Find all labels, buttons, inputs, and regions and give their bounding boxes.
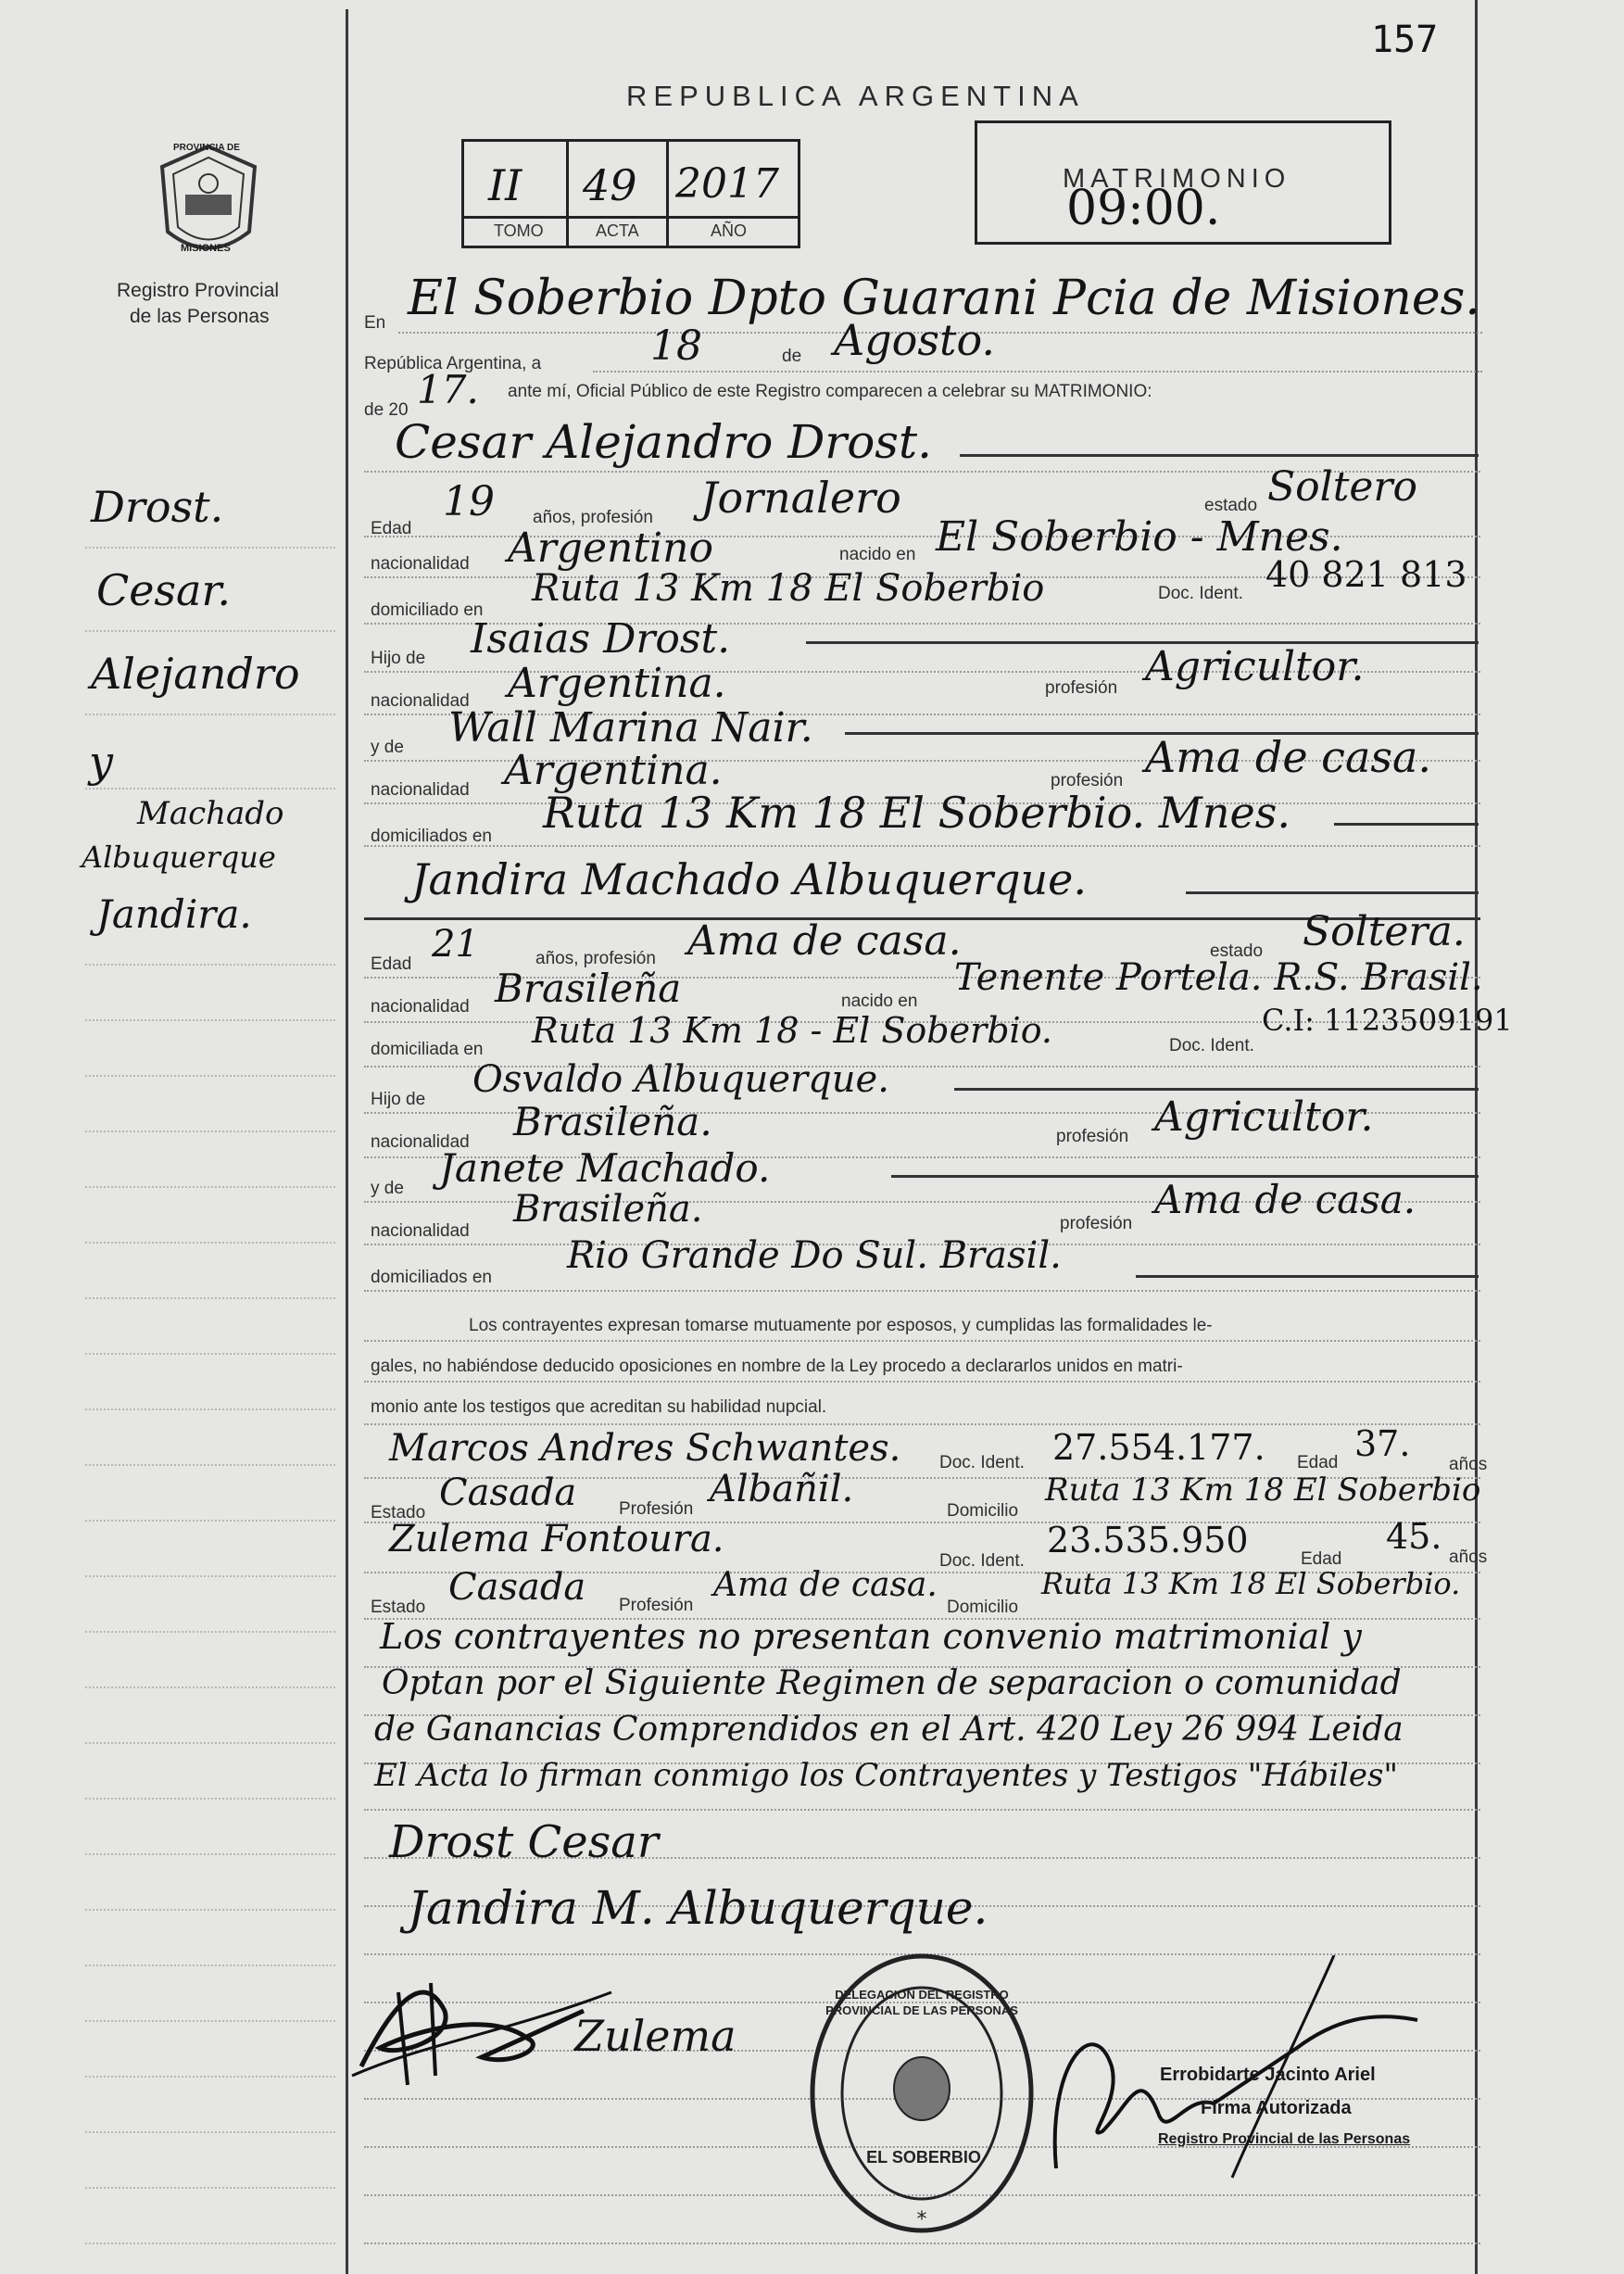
date-line <box>593 371 1482 373</box>
witness2-estado-label: Estado <box>371 1598 426 1617</box>
bride-estado-label: estado <box>1210 941 1264 961</box>
margin-rule <box>85 1853 335 1855</box>
groom-padre-prof: Agricultor. <box>1145 643 1365 690</box>
groom-dom-padres: Ruta 13 Km 18 El Soberbio. Mnes. <box>543 788 1290 838</box>
groom-edad-label: Edad <box>371 519 412 538</box>
margin-note-line2: Cesar. <box>96 565 232 615</box>
margin-rule <box>85 1075 335 1077</box>
tomo-label: TOMO <box>494 221 544 240</box>
stamp-place: EL SOBERBIO <box>866 2148 981 2167</box>
formula-line2: gales, no habiéndose deducido oposiciones en nombre de la Ley procedo a declararlos unidos en matri- <box>371 1357 1183 1376</box>
place-value: El Soberbio Dpto Guarani Pcia de Misiones. <box>408 271 1480 326</box>
witness2-anos-label: años <box>1449 1548 1488 1567</box>
sig-rule <box>364 2242 1480 2244</box>
groom-domicilio: Ruta 13 Km 18 El Soberbio <box>532 567 1045 610</box>
groom-padre-line <box>806 641 1479 644</box>
margin-note-line1: Drost. <box>91 482 224 532</box>
bride-nacido: Tenente Portela. R.S. Brasil. <box>954 956 1483 999</box>
margin-rule <box>85 2131 335 2133</box>
margin-rule <box>85 1798 335 1800</box>
margin-rule <box>85 2020 335 2022</box>
formula-rule1 <box>364 1340 1480 1342</box>
margin-note-line6: Albuquerque <box>82 840 276 875</box>
acta-label: ACTA <box>596 221 639 240</box>
groom-estado-label: estado <box>1204 496 1258 515</box>
margin-rule <box>85 2076 335 2078</box>
bride-edad-label: Edad <box>371 954 412 974</box>
margin-note-line7: Jandira. <box>96 891 252 937</box>
de-label: de <box>782 347 802 366</box>
groom-madre-prof: Ama de casa. <box>1145 732 1432 782</box>
bride-profesion: Ama de casa. <box>687 917 962 965</box>
bride-madre-nac: Brasileña. <box>513 1188 703 1231</box>
margin-rule <box>85 964 335 966</box>
witness1-doc: 27.554.177. <box>1052 1427 1265 1468</box>
bride-madre: Janete Machado. <box>439 1145 771 1191</box>
bride-padre-nac: Brasileña. <box>513 1099 712 1144</box>
tomo-acta-anio-box <box>461 139 800 248</box>
groom-madre-nac: Argentina. <box>504 747 723 794</box>
margin-rule <box>85 1409 335 1410</box>
margin-rule <box>85 630 335 632</box>
groom-padre-nac: Argentina. <box>508 660 726 707</box>
witness1-profesion: Albañil. <box>710 1468 854 1510</box>
margin-rule <box>85 1575 335 1577</box>
margin-rule <box>85 1353 335 1355</box>
bride-padre-nac-label: nacionalidad <box>371 1132 470 1152</box>
bride-anos-prof-label: años, profesión <box>535 949 656 968</box>
groom-nacido-label: nacido en <box>839 545 916 564</box>
province-seal-logo <box>153 139 264 264</box>
bride-padre-prof-label: profesión <box>1056 1127 1129 1146</box>
witness1-domicilio-label: Domicilio <box>947 1501 1019 1521</box>
seal-bottom-text: MISIONES <box>181 243 231 254</box>
bride-dom-padres: Rio Grande Do Sul. Brasil. <box>567 1234 1062 1277</box>
bride-signature: Jandira M. Albuquerque. <box>408 1881 988 1935</box>
groom-hijo-label: Hijo de <box>371 649 426 668</box>
margin-rule <box>85 1019 335 1021</box>
groom-dom-padres-line <box>1334 823 1479 826</box>
margin-rule <box>85 1464 335 1466</box>
groom-nac-label: nacionalidad <box>371 554 470 574</box>
margin-note-line3: Alejandro <box>91 649 300 699</box>
groom-dom-label: domiciliado en <box>371 600 484 620</box>
bride-nacionalidad: Brasileña <box>495 966 682 1011</box>
bride-nacido-label: nacido en <box>841 992 918 1011</box>
bride-dom-padres-label: domiciliados en <box>371 1268 492 1287</box>
margin-rule <box>85 1742 335 1744</box>
groom-dom-padres-rule <box>364 845 1480 847</box>
bride-name-line <box>1186 891 1479 894</box>
country-title: REPUBLICA ARGENTINA <box>626 80 1085 112</box>
witness1-name: Marcos Andres Schwantes. <box>389 1427 901 1470</box>
act-type-label: MATRIMONIO <box>1063 164 1291 194</box>
margin-rule <box>85 1631 335 1633</box>
page-number: 157 <box>1371 19 1439 61</box>
republica-label: República Argentina, a <box>364 354 542 373</box>
official-name: Errobidarte Jacinto Ariel <box>1160 2065 1376 2085</box>
notes-rule4 <box>364 1809 1480 1811</box>
bride-estado: Soltera. <box>1303 908 1466 955</box>
margin-rule <box>85 1520 335 1522</box>
groom-dom-padres-label: domiciliados en <box>371 827 492 846</box>
margin-note-line5: Machado <box>137 795 284 832</box>
witness1-anos-label: años <box>1449 1455 1488 1474</box>
witness1-edad: 37. <box>1354 1423 1411 1464</box>
groom-anos-prof-label: años, profesión <box>533 508 653 527</box>
witness2-edad-label: Edad <box>1301 1549 1342 1569</box>
margin-rule <box>85 547 335 549</box>
notes-line2: Optan por el Siguiente Regimen de separacion o comunidad <box>382 1664 1402 1702</box>
witness2-profesion-label: Profesión <box>619 1596 694 1615</box>
margin-rule <box>85 1242 335 1244</box>
groom-madre: Wall Marina Nair. <box>448 704 813 752</box>
witness2-name: Zulema Fontoura. <box>389 1518 724 1560</box>
bride-dom-label: domiciliada en <box>371 1040 484 1059</box>
witness1-domicilio: Ruta 13 Km 18 El Soberbio <box>1045 1472 1481 1509</box>
ante-mi-text: ante mí, Oficial Público de este Registro comparecen a celebrar su MATRIMONIO: <box>508 382 1152 401</box>
groom-name-line <box>960 454 1479 457</box>
month-value: Agosto. <box>834 315 995 365</box>
registry-stamp <box>806 1950 1038 2237</box>
margin-rule <box>85 1687 335 1688</box>
margin-rule <box>85 2242 335 2244</box>
bride-yde-label: y de <box>371 1179 404 1198</box>
bride-doc-label: Doc. Ident. <box>1169 1036 1254 1055</box>
margin-note-line4: y <box>89 737 113 787</box>
groom-edad: 19 <box>443 478 495 525</box>
margin-rule <box>85 1186 335 1188</box>
groom-nacido: El Soberbio - Mnes. <box>936 513 1343 561</box>
act-time: 09:00. <box>1066 181 1221 236</box>
de20-label: de 20 <box>364 400 409 420</box>
witness2-edad: 45. <box>1386 1516 1442 1557</box>
seal-top-text: PROVINCIA DE <box>173 143 240 153</box>
margin-rule <box>85 2187 335 2189</box>
bride-madre-nac-label: nacionalidad <box>371 1221 470 1241</box>
witness2-profesion: Ama de casa. <box>713 1566 938 1604</box>
witness2-doc-label: Doc. Ident. <box>939 1551 1025 1571</box>
witness2-domicilio-label: Domicilio <box>947 1598 1019 1617</box>
registry-name-2: de las Personas <box>130 306 270 327</box>
bride-domicilio: Ruta 13 Km 18 - El Soberbio. <box>532 1010 1053 1051</box>
groom-padre-nac-label: nacionalidad <box>371 691 470 711</box>
bride-hijo-label: Hijo de <box>371 1090 426 1109</box>
margin-rule <box>85 1297 335 1299</box>
groom-madre-nac-label: nacionalidad <box>371 780 470 800</box>
margin-rule <box>85 1964 335 1966</box>
bride-nac-label: nacionalidad <box>371 997 470 1017</box>
year-value: 17. <box>417 367 479 412</box>
witness1-doc-label: Doc. Ident. <box>939 1453 1025 1472</box>
bride-dom-padres-line <box>1136 1275 1479 1278</box>
groom-name: Cesar Alejandro Drost. <box>395 415 932 469</box>
right-page-border <box>1475 0 1478 2274</box>
witness1-profesion-label: Profesión <box>619 1499 694 1519</box>
bride-doc: C.I: 1123509191 <box>1262 1003 1513 1038</box>
groom-doc-label: Doc. Ident. <box>1158 584 1243 603</box>
witness2-signature: Zulema <box>574 2011 736 2061</box>
formula-rule3 <box>364 1423 1480 1425</box>
margin-rule <box>85 1909 335 1911</box>
witness1-estado-label: Estado <box>371 1503 426 1522</box>
anio-value: 2017 <box>675 160 779 208</box>
margin-rule <box>85 714 335 715</box>
margin-divider <box>346 9 348 2274</box>
acta-value: 49 <box>583 160 637 210</box>
bride-name: Jandira Machado Albuquerque. <box>411 854 1087 904</box>
bride-madre-prof-label: profesión <box>1060 1214 1133 1233</box>
groom-estado: Soltero <box>1267 463 1417 511</box>
notes-line4: El Acta lo firman conmigo los Contrayentes y Testigos "Hábiles" <box>374 1757 1399 1794</box>
groom-madre-prof-label: profesión <box>1051 771 1124 790</box>
day-value: 18 <box>650 322 702 370</box>
notes-line1: Los contrayentes no presentan convenio matrimonial y <box>380 1616 1362 1657</box>
groom-signature: Drost Cesar <box>389 1816 659 1868</box>
groom-profesion: Jornalero <box>700 473 901 523</box>
groom-padre: Isaias Drost. <box>471 615 731 663</box>
groom-padre-prof-label: profesión <box>1045 678 1118 698</box>
tomo-value: II <box>488 160 522 210</box>
bride-madre-prof: Ama de casa. <box>1154 1177 1416 1222</box>
formula-line1: Los contrayentes expresan tomarse mutuamente por esposos, y cumplidas las formalidades le- <box>469 1316 1213 1335</box>
official-office: Registro Provincial de las Personas <box>1158 2131 1411 2147</box>
witness2-domicilio: Ruta 13 Km 18 El Soberbio. <box>1041 1566 1461 1601</box>
bride-padre: Osvaldo Albuquerque. <box>472 1058 889 1101</box>
margin-rule <box>85 1131 335 1132</box>
margin-rule <box>85 788 335 790</box>
bride-padre-prof: Agricultor. <box>1154 1093 1374 1141</box>
bride-dom-padres-rule <box>364 1290 1480 1292</box>
registry-name-1: Registro Provincial <box>117 280 280 301</box>
witness2-estado: Casada <box>448 1566 586 1609</box>
bride-padre-line <box>954 1088 1479 1091</box>
groom-yde-label: y de <box>371 738 404 757</box>
en-label: En <box>364 313 386 333</box>
stamp-ring-text: DELEGACION DEL REGISTRO PROVINCIAL DE LAS PERSONAS <box>825 1988 1018 2017</box>
groom-nacionalidad: Argentino <box>508 524 713 572</box>
anio-label: AÑO <box>711 221 748 240</box>
official-title: Firma Autorizada <box>1201 2098 1352 2118</box>
witness1-estado: Casada <box>439 1472 577 1514</box>
witness2-doc: 23.535.950 <box>1047 1520 1249 1560</box>
bride-edad: 21 <box>432 923 479 966</box>
formula-line3: monio ante los testigos que acreditan su habilidad nupcial. <box>371 1397 827 1417</box>
formula-rule2 <box>364 1381 1480 1383</box>
notes-line3: de Ganancias Comprendidos en el Art. 420 Ley 26 994 Leida <box>374 1711 1404 1749</box>
act-type-box <box>975 120 1391 245</box>
witness1-edad-label: Edad <box>1297 1453 1339 1472</box>
svg-text:*: * <box>916 2208 927 2231</box>
groom-doc: 40 821 813 <box>1265 554 1467 595</box>
